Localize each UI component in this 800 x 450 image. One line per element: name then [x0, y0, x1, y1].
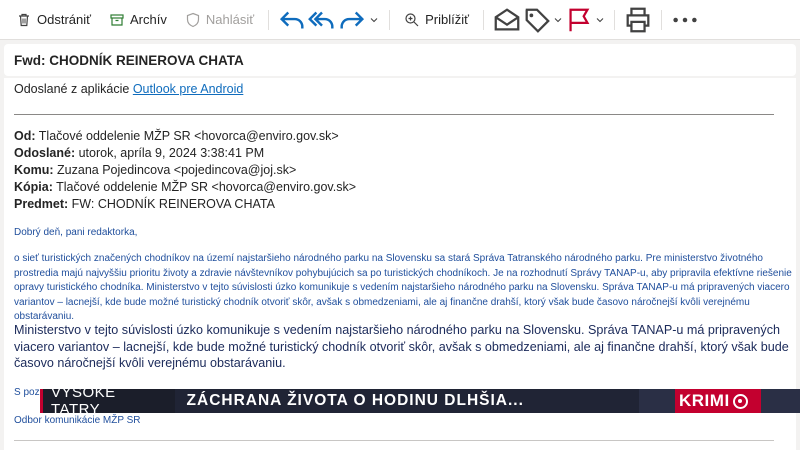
more-horizontal-icon [670, 5, 700, 35]
ticker-headline: ZÁCHRANA ŽIVOTA O HODINU DLHŠIA... [175, 389, 639, 413]
zoom-in-icon [404, 12, 420, 28]
shield-icon [185, 12, 201, 28]
ticker-location: VYSOKÉ TATRY [40, 389, 175, 413]
toolbar-divider [661, 10, 662, 30]
zoom-label: Priblížiť [425, 12, 469, 27]
channel-logo [675, 389, 761, 413]
reply-button[interactable] [277, 6, 307, 34]
envelope-open-icon [492, 5, 522, 35]
channel-logo-text: KRIMI [679, 391, 730, 410]
printer-icon [623, 5, 653, 35]
signature-divider [14, 440, 774, 441]
print-button[interactable] [623, 6, 653, 34]
mark-read-button[interactable] [492, 6, 522, 34]
report-label: Nahlásiť [205, 12, 255, 27]
outlook-android-link[interactable]: Outlook pre Android [132, 82, 244, 96]
logo-ring-icon [733, 394, 748, 409]
header-sent: Odoslané: utorok, apríla 9, 2024 3:38:41 PM [14, 146, 265, 160]
greeting: Dobrý deň, pani redaktorka, [14, 227, 138, 238]
forward-icon [337, 5, 367, 35]
chevron-down-icon [596, 17, 604, 23]
categorize-button[interactable] [522, 6, 552, 34]
sent-from-prefix: Odoslané z aplikácie [14, 82, 133, 96]
archive-button[interactable] [103, 6, 173, 34]
flag-icon [564, 5, 594, 35]
body-paragraph-2: Ministerstvo v tejto súvislosti úzko komunikuje s vedením najstaršieho národného parku na Slovensku. Správa TANAP-u má pripravených viacero variantov – lacnejší, kde bude možné turistický chodník otvoriť skôr, avšak s obmedzeniami, ale aj finančne drahší, ktorý však bude časovo náročnejší kvôli verejnému obstarávaniu. [14, 323, 789, 370]
reply-all-button[interactable] [307, 6, 337, 34]
archive-label: Archív [130, 12, 167, 27]
flag-options-button[interactable] [594, 6, 606, 34]
email-subject: Fwd: CHODNÍK REINEROVA CHATA [4, 44, 796, 76]
tag-icon [522, 5, 552, 35]
toolbar-divider [268, 10, 269, 30]
body-paragraph-1: o sieť turistických značených chodníkov na území najstaršieho národného parku na Slovensku sa stará Správa Tatranského národného parku. Pre ministerstvo životného prostredia majú najvyššiu prioritu životy a zdravie návštevníkov pohybujúcich sa po turistických chodníkoch. Je na rozhodnutí Správy TANAP-u, aby pripravila efektívne riešenie opravy turistického chodníka. Ministerstvo v tejto súvislosti úzko komunikuje s vedením najstaršieho národného parku na Slovensku. Správa TANAP-u má pripravených viacero variantov – lacnejší, kde bude možné turistický chodník otvoriť skôr, avšak s obmedzeniami, ale aj finančne drahší, ktorý však bude časovo náročnejší kvôli verejnému obstarávaniu. [14, 253, 792, 322]
trash-icon [16, 12, 32, 28]
delete-button[interactable] [10, 6, 97, 34]
flag-button[interactable] [564, 6, 594, 34]
toolbar-divider [483, 10, 484, 30]
report-button[interactable] [179, 6, 260, 34]
delete-label: Odstrániť [37, 12, 92, 27]
command-toolbar [0, 0, 800, 40]
header-from: Od: Tlačové oddelenie MŽP SR <hovorca@enviro.gov.sk> [14, 129, 339, 143]
chevron-down-icon [370, 17, 378, 23]
toolbar-divider [389, 10, 390, 30]
zoom-button[interactable] [398, 6, 475, 34]
forward-options-button[interactable] [367, 6, 381, 34]
header-cc: Kópia: Tlačové oddelenie MŽP SR <hovorca@enviro.gov.sk> [14, 180, 357, 194]
header-to: Komu: Zuzana Pojedincova <pojedincova@joj.sk> [14, 163, 297, 177]
closing: S poz [14, 387, 40, 398]
archive-icon [109, 12, 125, 28]
signature: Odbor komunikácie MŽP SR [14, 415, 141, 426]
chevron-down-icon [554, 17, 562, 23]
header-subject: Predmet: FW: CHODNÍK REINEROVA CHATA [14, 197, 275, 211]
more-actions-button[interactable] [670, 6, 700, 34]
reply-icon [277, 5, 307, 35]
forwarded-headers [14, 128, 356, 213]
forward-divider [14, 114, 774, 115]
sent-from-line [14, 82, 243, 96]
categorize-options-button[interactable] [552, 6, 564, 34]
reply-all-icon [307, 5, 337, 35]
forward-button[interactable] [337, 6, 367, 34]
toolbar-divider [614, 10, 615, 30]
